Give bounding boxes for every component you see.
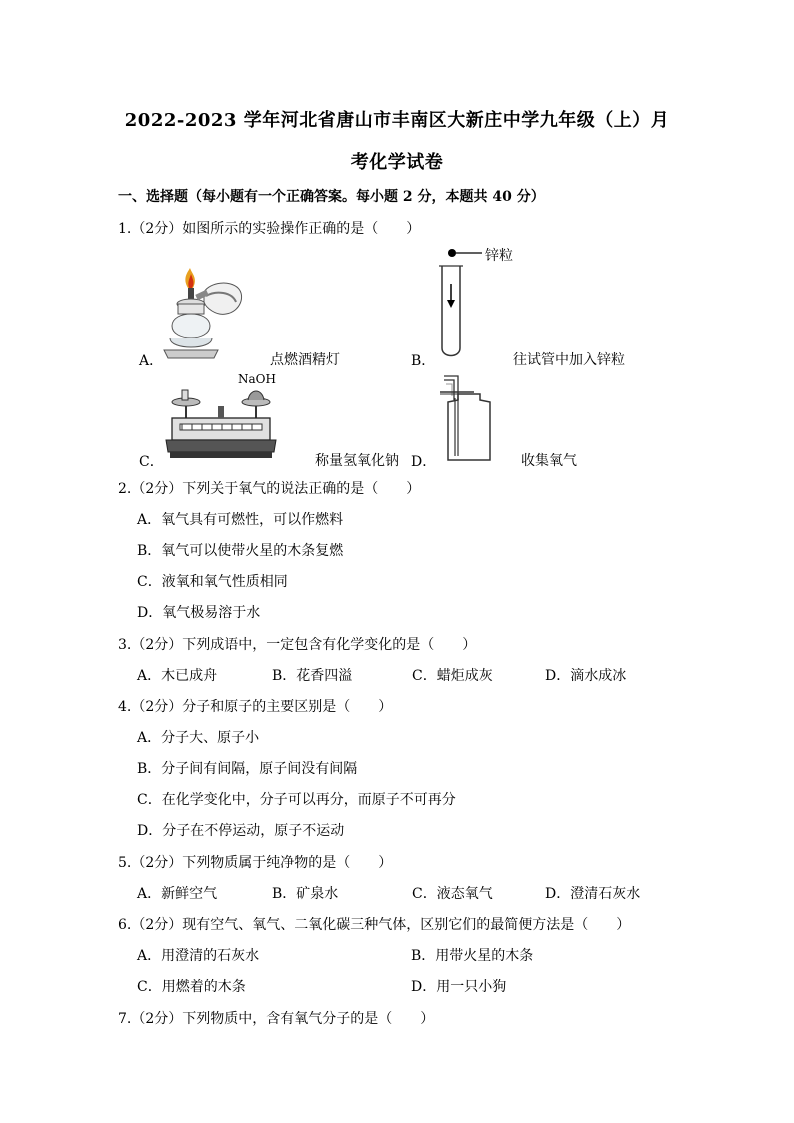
question-4-stem: 4.（2分）分子和原子的主要区别是（ ）	[118, 699, 393, 715]
q1-option-b-letter: B．	[411, 353, 436, 369]
question-5-stem: 5.（2分）下列物质属于纯净物的是（ ）	[118, 855, 393, 871]
q6-option-a: A．用澄清的石灰水	[137, 948, 260, 964]
q1-option-b-annotation: 锌粒	[485, 248, 513, 264]
q2-option-b: B．氧气可以使带火星的木条复燃	[137, 543, 344, 559]
q3-option-b: B．花香四溢	[272, 668, 353, 684]
q1-option-a-letter: A．	[139, 353, 164, 369]
q5-option-c: C．液态氧气	[412, 886, 493, 902]
q2-option-c: C．液氧和氧气性质相同	[137, 574, 288, 590]
question-3-stem: 3.（2分）下列成语中，一定包含有化学变化的是（ ）	[118, 637, 477, 653]
q3-option-d: D．滴水成冰	[545, 668, 627, 684]
q1-option-d-caption: 收集氧气	[521, 453, 577, 469]
q6-option-b: B．用带火星的木条	[411, 948, 534, 964]
q4-option-a: A．分子大、原子小	[137, 730, 260, 746]
q6-option-c: C．用燃着的木条	[137, 979, 246, 995]
q1-option-d-letter: D．	[411, 454, 437, 470]
q4-option-c: C．在化学变化中，分子可以再分，而原子不可再分	[137, 792, 456, 808]
q1-option-b-caption: 往试管中加入锌粒	[513, 352, 625, 368]
question-6-stem: 6.（2分）现有空气、氧气、二氧化碳三种气体，区别它们的最简便方法是（ ）	[118, 917, 631, 933]
question-1-stem: 1.（2分）如图所示的实验操作正确的是（ ）	[118, 221, 421, 237]
q4-option-b: B．分子间有间隔，原子间没有间隔	[137, 761, 358, 777]
q4-option-d: D．分子在不停运动，原子不运动	[137, 823, 345, 839]
q1-option-c-caption: 称量氢氧化钠	[315, 453, 399, 469]
exam-title-line2: 考化学试卷	[350, 152, 444, 173]
q1-option-c-annotation: NaOH	[238, 372, 276, 386]
q2-option-d: D．氧气极易溶于水	[137, 605, 261, 621]
section-heading-choice: 一、选择题（每小题有一个正确答案。每小题 2 分，本题共 40 分）	[118, 189, 545, 205]
q1-option-c-letter: C．	[139, 454, 164, 470]
q5-option-b: B．矿泉水	[272, 886, 339, 902]
alcohol-lamp-lighting-icon	[160, 268, 250, 363]
exam-title-line1: 2022-2023 学年河北省唐山市丰南区大新庄中学九年级（上）月	[124, 110, 670, 131]
gas-collection-bottle-icon	[438, 372, 498, 464]
q5-option-a: A．新鲜空气	[137, 886, 218, 902]
q6-option-d: D．用一只小狗	[411, 979, 507, 995]
question-7-stem: 7.（2分）下列物质中，含有氧气分子的是（ ）	[118, 1011, 435, 1027]
q3-option-c: C．蜡炬成灰	[412, 668, 493, 684]
q5-option-d: D．澄清石灰水	[545, 886, 641, 902]
question-2-stem: 2.（2分）下列关于氧气的说法正确的是（ ）	[118, 481, 421, 497]
q2-option-a: A．氧气具有可燃性，可以作燃料	[137, 512, 344, 528]
q1-option-a-caption: 点燃酒精灯	[270, 352, 340, 368]
balance-scale-icon	[162, 386, 280, 464]
q3-option-a: A．木已成舟	[137, 668, 218, 684]
